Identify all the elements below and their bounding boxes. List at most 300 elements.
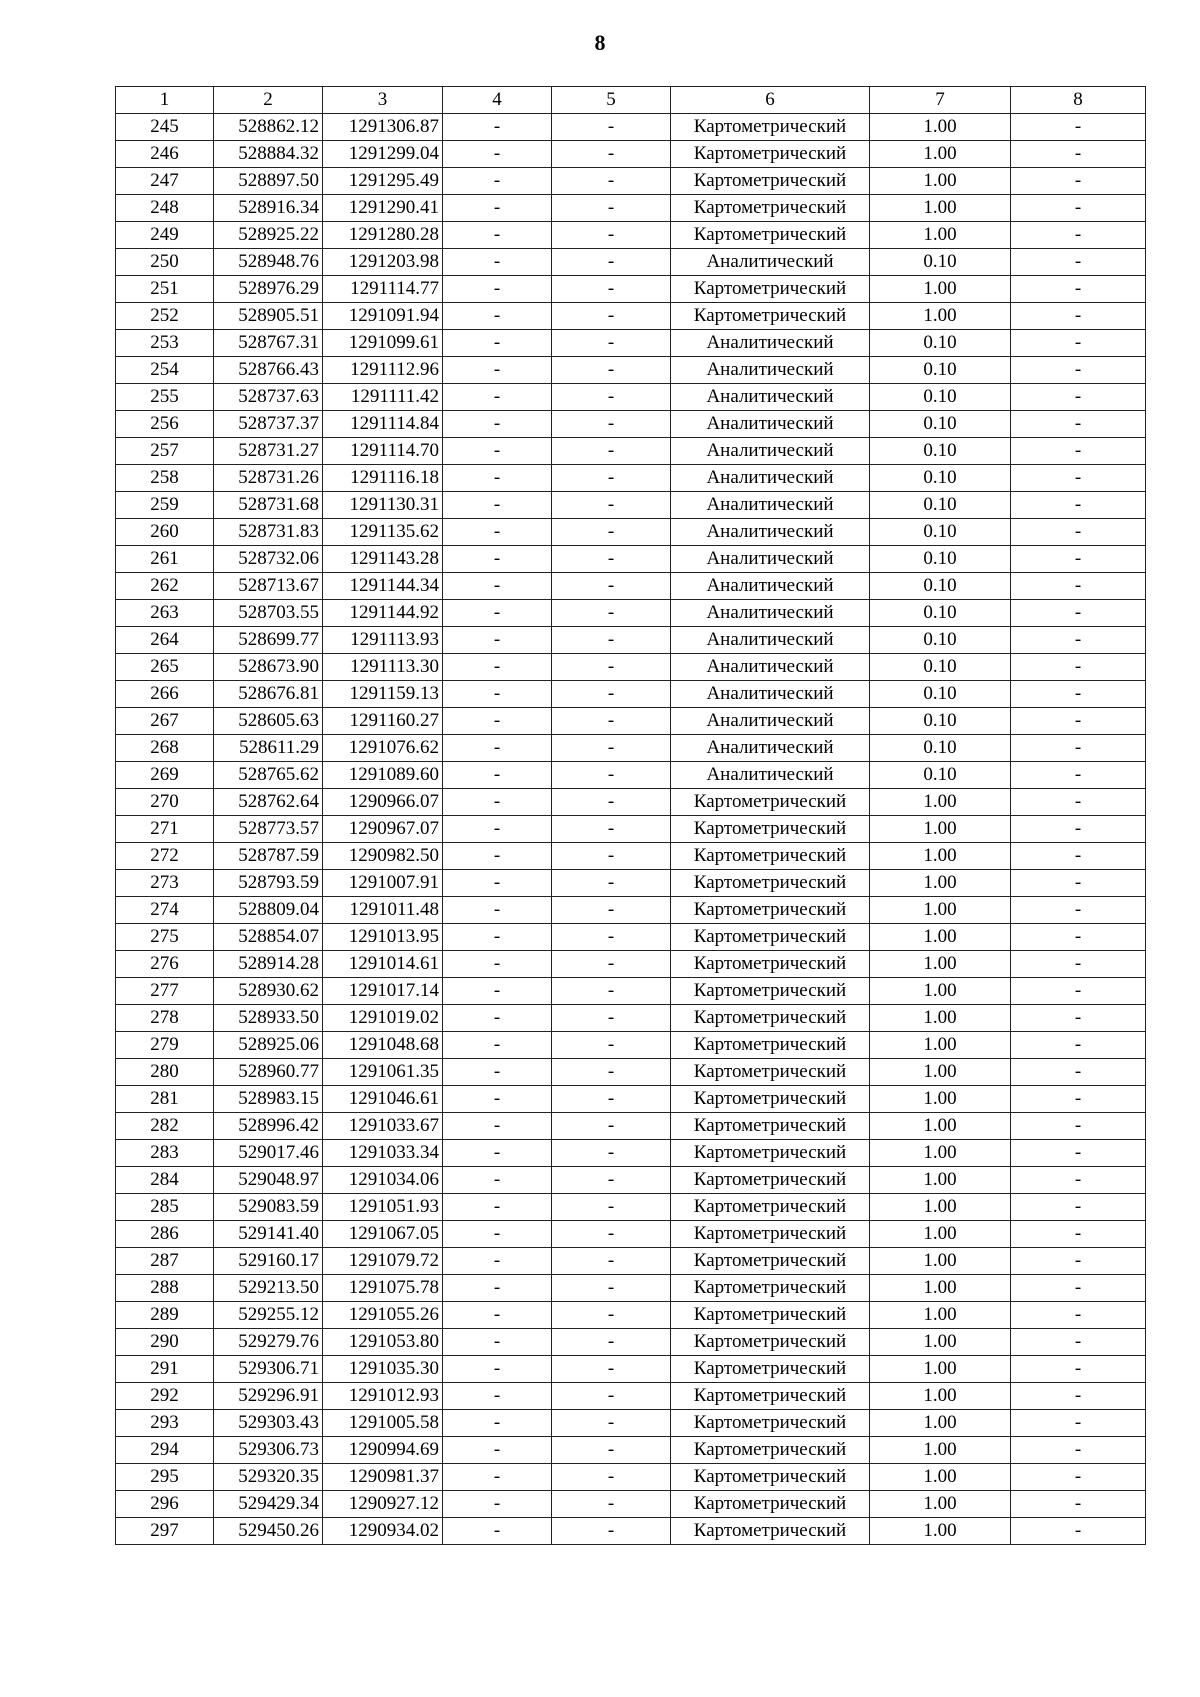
accuracy-cell: 0.10 [870, 600, 1011, 627]
method-cell: Картометрический [671, 1005, 870, 1032]
column-8-cell: - [1011, 1410, 1146, 1437]
column-8-cell: - [1011, 897, 1146, 924]
x-coordinate-cell: 528673.90 [214, 654, 323, 681]
column-4-cell: - [443, 681, 552, 708]
column-header: 2 [214, 87, 323, 114]
column-4-cell: - [443, 1113, 552, 1140]
column-5-cell: - [552, 843, 671, 870]
y-coordinate-cell: 1291033.34 [323, 1140, 443, 1167]
column-4-cell: - [443, 1329, 552, 1356]
point-number-cell: 295 [116, 1464, 214, 1491]
method-cell: Картометрический [671, 1167, 870, 1194]
column-4-cell: - [443, 708, 552, 735]
point-number-cell: 252 [116, 303, 214, 330]
x-coordinate-cell: 528914.28 [214, 951, 323, 978]
column-header: 8 [1011, 87, 1146, 114]
table-row [116, 843, 1146, 870]
column-8-cell: - [1011, 1491, 1146, 1518]
point-number-cell: 278 [116, 1005, 214, 1032]
column-8-cell: - [1011, 1356, 1146, 1383]
column-header: 1 [116, 87, 214, 114]
y-coordinate-cell: 1291051.93 [323, 1194, 443, 1221]
point-number-cell: 273 [116, 870, 214, 897]
column-4-cell: - [443, 222, 552, 249]
y-coordinate-cell: 1291075.78 [323, 1275, 443, 1302]
y-coordinate-cell: 1291203.98 [323, 249, 443, 276]
table-row [116, 654, 1146, 681]
table-row [116, 1302, 1146, 1329]
accuracy-cell: 1.00 [870, 1275, 1011, 1302]
x-coordinate-cell: 528731.83 [214, 519, 323, 546]
accuracy-cell: 1.00 [870, 843, 1011, 870]
table-row [116, 1221, 1146, 1248]
column-5-cell: - [552, 1005, 671, 1032]
column-5-cell: - [552, 276, 671, 303]
column-8-cell: - [1011, 411, 1146, 438]
point-number-cell: 245 [116, 114, 214, 141]
column-8-cell: - [1011, 1248, 1146, 1275]
column-8-cell: - [1011, 1518, 1146, 1545]
column-4-cell: - [443, 330, 552, 357]
table-row [116, 1086, 1146, 1113]
column-8-cell: - [1011, 438, 1146, 465]
accuracy-cell: 1.00 [870, 789, 1011, 816]
point-number-cell: 255 [116, 384, 214, 411]
y-coordinate-cell: 1291144.92 [323, 600, 443, 627]
table-row [116, 762, 1146, 789]
y-coordinate-cell: 1291135.62 [323, 519, 443, 546]
column-8-cell: - [1011, 735, 1146, 762]
x-coordinate-cell: 529017.46 [214, 1140, 323, 1167]
header-row [116, 87, 1146, 114]
table-row [116, 789, 1146, 816]
point-number-cell: 250 [116, 249, 214, 276]
column-8-cell: - [1011, 114, 1146, 141]
table-row [116, 222, 1146, 249]
column-8-cell: - [1011, 1329, 1146, 1356]
column-5-cell: - [552, 762, 671, 789]
method-cell: Картометрический [671, 1113, 870, 1140]
column-5-cell: - [552, 1140, 671, 1167]
point-number-cell: 262 [116, 573, 214, 600]
table-row [116, 1059, 1146, 1086]
column-8-cell: - [1011, 465, 1146, 492]
table-row [116, 384, 1146, 411]
method-cell: Аналитический [671, 438, 870, 465]
method-cell: Аналитический [671, 465, 870, 492]
column-4-cell: - [443, 1221, 552, 1248]
y-coordinate-cell: 1291280.28 [323, 222, 443, 249]
accuracy-cell: 0.10 [870, 492, 1011, 519]
column-8-cell: - [1011, 1464, 1146, 1491]
y-coordinate-cell: 1291112.96 [323, 357, 443, 384]
accuracy-cell: 0.10 [870, 654, 1011, 681]
column-4-cell: - [443, 897, 552, 924]
column-5-cell: - [552, 141, 671, 168]
y-coordinate-cell: 1291005.58 [323, 1410, 443, 1437]
x-coordinate-cell: 528884.32 [214, 141, 323, 168]
point-number-cell: 264 [116, 627, 214, 654]
method-cell: Картометрический [671, 1356, 870, 1383]
y-coordinate-cell: 1291091.94 [323, 303, 443, 330]
accuracy-cell: 1.00 [870, 1194, 1011, 1221]
column-5-cell: - [552, 600, 671, 627]
table-row [116, 897, 1146, 924]
y-coordinate-cell: 1291111.42 [323, 384, 443, 411]
column-8-cell: - [1011, 1113, 1146, 1140]
method-cell: Аналитический [671, 627, 870, 654]
x-coordinate-cell: 528732.06 [214, 546, 323, 573]
x-coordinate-cell: 528699.77 [214, 627, 323, 654]
x-coordinate-cell: 528787.59 [214, 843, 323, 870]
column-5-cell: - [552, 114, 671, 141]
point-number-cell: 296 [116, 1491, 214, 1518]
column-header: 6 [671, 87, 870, 114]
x-coordinate-cell: 528854.07 [214, 924, 323, 951]
column-4-cell: - [443, 438, 552, 465]
y-coordinate-cell: 1290927.12 [323, 1491, 443, 1518]
method-cell: Аналитический [671, 546, 870, 573]
x-coordinate-cell: 528933.50 [214, 1005, 323, 1032]
column-8-cell: - [1011, 1005, 1146, 1032]
accuracy-cell: 1.00 [870, 1410, 1011, 1437]
column-8-cell: - [1011, 195, 1146, 222]
column-8-cell: - [1011, 1383, 1146, 1410]
point-number-cell: 249 [116, 222, 214, 249]
x-coordinate-cell: 528611.29 [214, 735, 323, 762]
table-row [116, 708, 1146, 735]
y-coordinate-cell: 1291061.35 [323, 1059, 443, 1086]
point-number-cell: 248 [116, 195, 214, 222]
column-5-cell: - [552, 1356, 671, 1383]
column-4-cell: - [443, 519, 552, 546]
accuracy-cell: 1.00 [870, 1032, 1011, 1059]
column-5-cell: - [552, 1113, 671, 1140]
method-cell: Картометрический [671, 870, 870, 897]
accuracy-cell: 0.10 [870, 762, 1011, 789]
table-row [116, 1275, 1146, 1302]
x-coordinate-cell: 529303.43 [214, 1410, 323, 1437]
table-row [116, 735, 1146, 762]
accuracy-cell: 1.00 [870, 816, 1011, 843]
column-header: 4 [443, 87, 552, 114]
column-8-cell: - [1011, 708, 1146, 735]
column-5-cell: - [552, 735, 671, 762]
column-4-cell: - [443, 465, 552, 492]
y-coordinate-cell: 1291290.41 [323, 195, 443, 222]
column-5-cell: - [552, 978, 671, 1005]
accuracy-cell: 1.00 [870, 1437, 1011, 1464]
column-4-cell: - [443, 735, 552, 762]
table-row [116, 573, 1146, 600]
table-row [116, 1410, 1146, 1437]
table-row [116, 303, 1146, 330]
column-8-cell: - [1011, 384, 1146, 411]
column-8-cell: - [1011, 141, 1146, 168]
method-cell: Картометрический [671, 1383, 870, 1410]
y-coordinate-cell: 1290934.02 [323, 1518, 443, 1545]
method-cell: Аналитический [671, 411, 870, 438]
column-header: 7 [870, 87, 1011, 114]
y-coordinate-cell: 1291089.60 [323, 762, 443, 789]
column-4-cell: - [443, 249, 552, 276]
accuracy-cell: 1.00 [870, 1356, 1011, 1383]
x-coordinate-cell: 529141.40 [214, 1221, 323, 1248]
x-coordinate-cell: 528930.62 [214, 978, 323, 1005]
y-coordinate-cell: 1291306.87 [323, 114, 443, 141]
column-5-cell: - [552, 519, 671, 546]
y-coordinate-cell: 1291299.04 [323, 141, 443, 168]
y-coordinate-cell: 1291159.13 [323, 681, 443, 708]
method-cell: Картометрический [671, 303, 870, 330]
column-8-cell: - [1011, 870, 1146, 897]
table-row [116, 1167, 1146, 1194]
column-5-cell: - [552, 1194, 671, 1221]
column-4-cell: - [443, 411, 552, 438]
method-cell: Аналитический [671, 735, 870, 762]
y-coordinate-cell: 1291113.93 [323, 627, 443, 654]
table-row [116, 627, 1146, 654]
column-5-cell: - [552, 1032, 671, 1059]
column-8-cell: - [1011, 1221, 1146, 1248]
table-row [116, 600, 1146, 627]
point-number-cell: 287 [116, 1248, 214, 1275]
column-5-cell: - [552, 1464, 671, 1491]
column-5-cell: - [552, 1437, 671, 1464]
column-4-cell: - [443, 1194, 552, 1221]
column-8-cell: - [1011, 789, 1146, 816]
column-5-cell: - [552, 1275, 671, 1302]
method-cell: Картометрический [671, 1329, 870, 1356]
column-8-cell: - [1011, 1275, 1146, 1302]
y-coordinate-cell: 1290967.07 [323, 816, 443, 843]
column-8-cell: - [1011, 519, 1146, 546]
method-cell: Аналитический [671, 357, 870, 384]
column-4-cell: - [443, 951, 552, 978]
y-coordinate-cell: 1291114.70 [323, 438, 443, 465]
point-number-cell: 284 [116, 1167, 214, 1194]
column-4-cell: - [443, 1032, 552, 1059]
point-number-cell: 290 [116, 1329, 214, 1356]
method-cell: Картометрический [671, 1410, 870, 1437]
y-coordinate-cell: 1291013.95 [323, 924, 443, 951]
point-number-cell: 261 [116, 546, 214, 573]
x-coordinate-cell: 529160.17 [214, 1248, 323, 1275]
column-5-cell: - [552, 1383, 671, 1410]
column-4-cell: - [443, 843, 552, 870]
x-coordinate-cell: 528925.22 [214, 222, 323, 249]
column-5-cell: - [552, 681, 671, 708]
column-4-cell: - [443, 870, 552, 897]
accuracy-cell: 1.00 [870, 924, 1011, 951]
column-8-cell: - [1011, 1437, 1146, 1464]
accuracy-cell: 0.10 [870, 519, 1011, 546]
point-number-cell: 285 [116, 1194, 214, 1221]
point-number-cell: 266 [116, 681, 214, 708]
column-4-cell: - [443, 303, 552, 330]
column-5-cell: - [552, 1518, 671, 1545]
accuracy-cell: 1.00 [870, 1113, 1011, 1140]
column-8-cell: - [1011, 1167, 1146, 1194]
column-5-cell: - [552, 546, 671, 573]
accuracy-cell: 1.00 [870, 1518, 1011, 1545]
y-coordinate-cell: 1291035.30 [323, 1356, 443, 1383]
table-row [116, 1491, 1146, 1518]
column-4-cell: - [443, 546, 552, 573]
table-row [116, 519, 1146, 546]
point-number-cell: 277 [116, 978, 214, 1005]
column-8-cell: - [1011, 573, 1146, 600]
y-coordinate-cell: 1291079.72 [323, 1248, 443, 1275]
point-number-cell: 247 [116, 168, 214, 195]
column-4-cell: - [443, 762, 552, 789]
table-row [116, 357, 1146, 384]
coordinates-table [115, 86, 1146, 1545]
column-5-cell: - [552, 384, 671, 411]
y-coordinate-cell: 1291143.28 [323, 546, 443, 573]
table-row [116, 141, 1146, 168]
x-coordinate-cell: 529320.35 [214, 1464, 323, 1491]
point-number-cell: 297 [116, 1518, 214, 1545]
method-cell: Аналитический [671, 573, 870, 600]
x-coordinate-cell: 529306.71 [214, 1356, 323, 1383]
y-coordinate-cell: 1291114.84 [323, 411, 443, 438]
column-5-cell: - [552, 168, 671, 195]
column-4-cell: - [443, 1167, 552, 1194]
column-4-cell: - [443, 924, 552, 951]
column-8-cell: - [1011, 492, 1146, 519]
point-number-cell: 288 [116, 1275, 214, 1302]
method-cell: Картометрический [671, 114, 870, 141]
y-coordinate-cell: 1291048.68 [323, 1032, 443, 1059]
x-coordinate-cell: 528713.67 [214, 573, 323, 600]
column-4-cell: - [443, 627, 552, 654]
method-cell: Картометрический [671, 1302, 870, 1329]
column-5-cell: - [552, 1329, 671, 1356]
column-4-cell: - [443, 276, 552, 303]
column-5-cell: - [552, 1086, 671, 1113]
x-coordinate-cell: 528731.26 [214, 465, 323, 492]
column-5-cell: - [552, 573, 671, 600]
y-coordinate-cell: 1291007.91 [323, 870, 443, 897]
column-4-cell: - [443, 654, 552, 681]
point-number-cell: 282 [116, 1113, 214, 1140]
accuracy-cell: 0.10 [870, 735, 1011, 762]
x-coordinate-cell: 528773.57 [214, 816, 323, 843]
table-row [116, 1140, 1146, 1167]
accuracy-cell: 1.00 [870, 1167, 1011, 1194]
method-cell: Картометрический [671, 222, 870, 249]
table-row [116, 330, 1146, 357]
column-8-cell: - [1011, 951, 1146, 978]
column-5-cell: - [552, 627, 671, 654]
column-8-cell: - [1011, 654, 1146, 681]
y-coordinate-cell: 1291114.77 [323, 276, 443, 303]
table-row [116, 681, 1146, 708]
method-cell: Картометрический [671, 1059, 870, 1086]
table-row [116, 1383, 1146, 1410]
method-cell: Картометрический [671, 1248, 870, 1275]
x-coordinate-cell: 528731.68 [214, 492, 323, 519]
accuracy-cell: 0.10 [870, 438, 1011, 465]
point-number-cell: 275 [116, 924, 214, 951]
x-coordinate-cell: 528766.43 [214, 357, 323, 384]
point-number-cell: 281 [116, 1086, 214, 1113]
column-4-cell: - [443, 978, 552, 1005]
accuracy-cell: 0.10 [870, 411, 1011, 438]
accuracy-cell: 1.00 [870, 951, 1011, 978]
point-number-cell: 283 [116, 1140, 214, 1167]
column-4-cell: - [443, 195, 552, 222]
point-number-cell: 259 [116, 492, 214, 519]
point-number-cell: 253 [116, 330, 214, 357]
table-row [116, 438, 1146, 465]
column-5-cell: - [552, 1248, 671, 1275]
y-coordinate-cell: 1291099.61 [323, 330, 443, 357]
accuracy-cell: 1.00 [870, 1248, 1011, 1275]
column-8-cell: - [1011, 843, 1146, 870]
column-4-cell: - [443, 816, 552, 843]
table-row [116, 168, 1146, 195]
method-cell: Картометрический [671, 141, 870, 168]
x-coordinate-cell: 528737.63 [214, 384, 323, 411]
table-row [116, 114, 1146, 141]
y-coordinate-cell: 1290982.50 [323, 843, 443, 870]
column-5-cell: - [552, 303, 671, 330]
table-row [116, 951, 1146, 978]
point-number-cell: 274 [116, 897, 214, 924]
method-cell: Картометрический [671, 195, 870, 222]
x-coordinate-cell: 528996.42 [214, 1113, 323, 1140]
column-5-cell: - [552, 951, 671, 978]
y-coordinate-cell: 1291012.93 [323, 1383, 443, 1410]
column-5-cell: - [552, 924, 671, 951]
x-coordinate-cell: 528703.55 [214, 600, 323, 627]
accuracy-cell: 1.00 [870, 1302, 1011, 1329]
column-4-cell: - [443, 492, 552, 519]
x-coordinate-cell: 528765.62 [214, 762, 323, 789]
table-row [116, 1329, 1146, 1356]
column-4-cell: - [443, 1437, 552, 1464]
point-number-cell: 292 [116, 1383, 214, 1410]
point-number-cell: 251 [116, 276, 214, 303]
method-cell: Аналитический [671, 708, 870, 735]
column-5-cell: - [552, 1302, 671, 1329]
y-coordinate-cell: 1291034.06 [323, 1167, 443, 1194]
column-8-cell: - [1011, 600, 1146, 627]
table-row [116, 978, 1146, 1005]
x-coordinate-cell: 528767.31 [214, 330, 323, 357]
x-coordinate-cell: 528762.64 [214, 789, 323, 816]
x-coordinate-cell: 528862.12 [214, 114, 323, 141]
table-row [116, 1437, 1146, 1464]
method-cell: Картометрический [671, 1275, 870, 1302]
point-number-cell: 263 [116, 600, 214, 627]
y-coordinate-cell: 1291014.61 [323, 951, 443, 978]
accuracy-cell: 1.00 [870, 114, 1011, 141]
x-coordinate-cell: 529048.97 [214, 1167, 323, 1194]
column-8-cell: - [1011, 1059, 1146, 1086]
point-number-cell: 257 [116, 438, 214, 465]
x-coordinate-cell: 528925.06 [214, 1032, 323, 1059]
column-5-cell: - [552, 1410, 671, 1437]
accuracy-cell: 0.10 [870, 330, 1011, 357]
table-row [116, 1356, 1146, 1383]
column-8-cell: - [1011, 276, 1146, 303]
accuracy-cell: 1.00 [870, 870, 1011, 897]
table-row [116, 816, 1146, 843]
method-cell: Картометрический [671, 168, 870, 195]
